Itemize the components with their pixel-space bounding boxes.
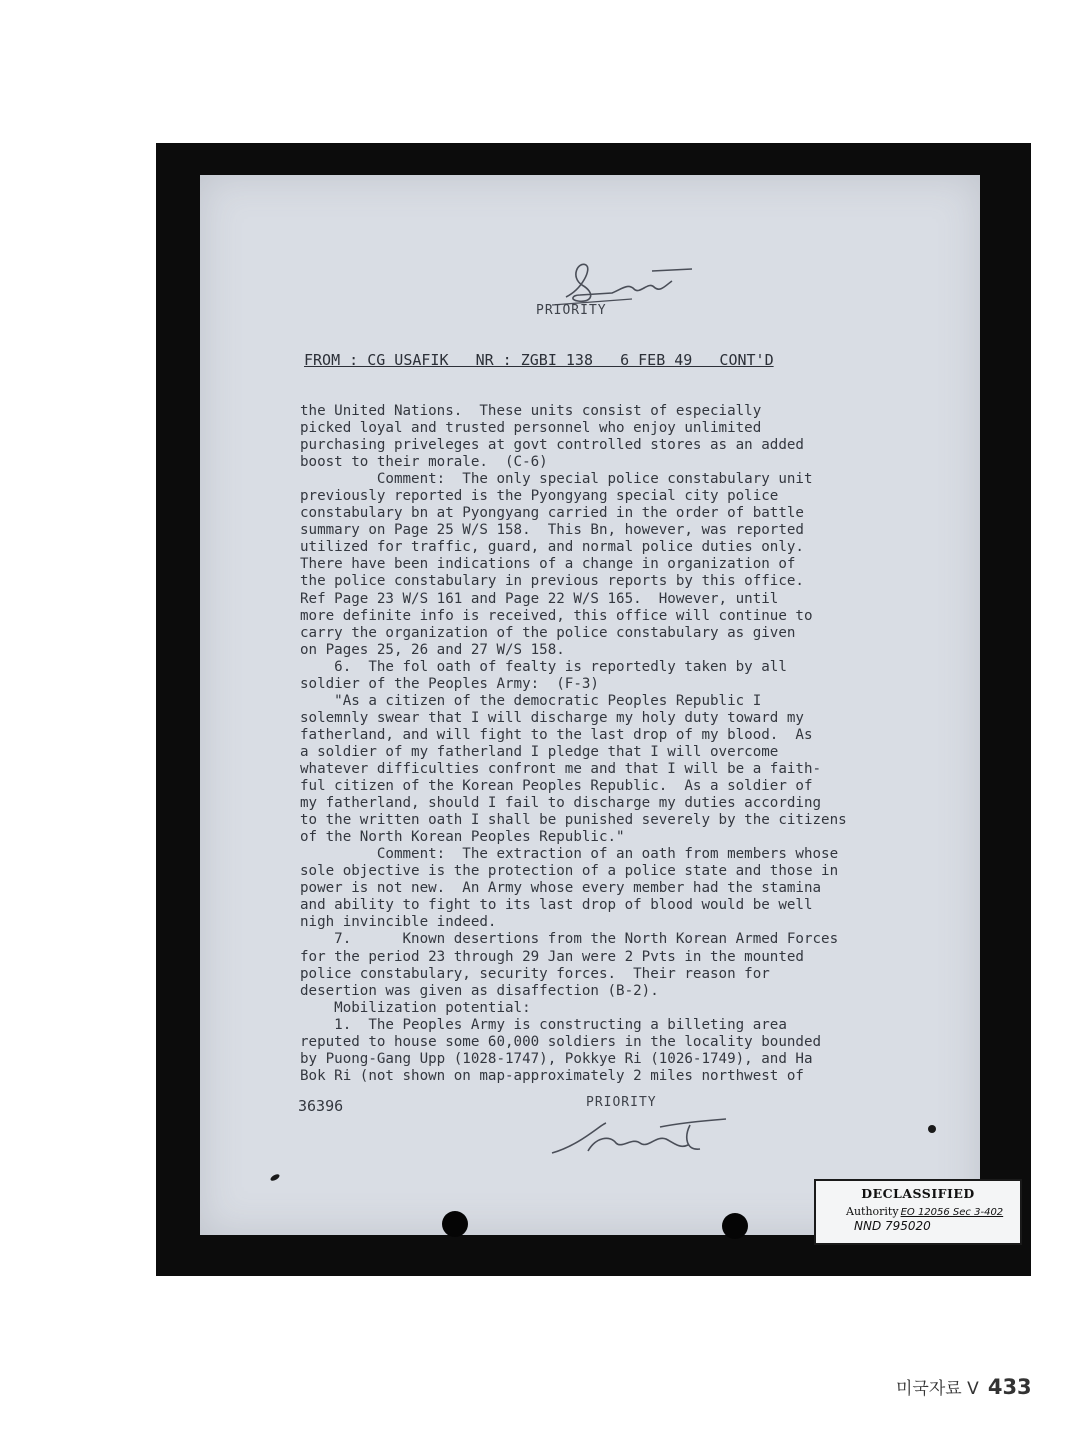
document-line: ful citizen of the Korean Peoples Republic. As a soldier of <box>300 778 813 795</box>
document-line: Bok Ri (not shown on map-approximately 2 miles northwest of <box>300 1067 804 1084</box>
document-line: 7. Known desertions from the North Korean Armed Forces <box>300 931 839 948</box>
document-line: soldier of the Peoples Army: (F-3) <box>300 675 599 692</box>
document-line: solemnly swear that I will discharge my holy duty toward my <box>300 709 804 726</box>
document-line: purchasing priveleges at govt controlled stores as an added <box>300 437 804 454</box>
declassified-authority <box>846 1205 1020 1218</box>
document-line: Comment: The only special police constabulary unit <box>300 471 813 488</box>
document-line: constabulary bn at Pyongyang carried in the order of battle <box>300 505 804 522</box>
document-line: fatherland, and will fight to the last drop of my blood. As <box>300 726 813 743</box>
document-photo <box>156 143 1031 1276</box>
punch-hole-left <box>442 1211 468 1237</box>
document-line: to the written oath I shall be punished severely by the citizens <box>300 812 847 829</box>
document-line: on Pages 25, 26 and 27 W/S 158. <box>300 641 565 658</box>
document-page <box>200 175 1004 1235</box>
document-line: by Puong-Gang Upp (1028-1747), Pokkye Ri (1026-1749), and Ha <box>300 1050 813 1067</box>
document-line: desertion was given as disaffection (B-2). <box>300 982 659 999</box>
document-line: previously reported is the Pyongyang special city police <box>300 488 779 505</box>
document-line: Ref Page 23 W/S 161 and Page 22 W/S 165. However, until <box>300 590 779 607</box>
ink-mark <box>269 1173 280 1182</box>
document-line: picked loyal and trusted personnel who enjoy unlimited <box>300 420 762 437</box>
document-line: summary on Page 25 W/S 158. This Bn, however, was reported <box>300 522 804 539</box>
document-line: for the period 23 through 29 Jan were 2 Pvts in the mounted <box>300 948 804 965</box>
punch-hole-right <box>722 1213 748 1239</box>
priority-stamp-bottom: PRIORITY <box>586 1095 657 1110</box>
document-line: whatever difficulties confront me and that I will be a faith- <box>300 760 822 777</box>
declassified-title: DECLASSIFIED <box>861 1186 975 1201</box>
declassified-nnd: NND 795020 <box>854 1219 931 1233</box>
document-line: sole objective is the protection of a police state and those in <box>300 863 839 880</box>
section-label: 미국자료 V <box>896 1379 979 1399</box>
message-header: FROM : CG USAFIK NR : ZGBI 138 6 FEB 49 CONT'D <box>304 351 774 369</box>
authority-label: Authority <box>846 1205 899 1218</box>
document-number: 36396 <box>298 1097 344 1115</box>
document-line: 6. The fol oath of fealty is reportedly taken by all <box>300 658 787 675</box>
document-line: utilized for traffic, guard, and normal police duties only. <box>300 539 804 556</box>
signature-stamp-bottom <box>540 1105 730 1161</box>
document-line: Mobilization potential: <box>300 999 531 1016</box>
document-line: police constabulary, security forces. Their reason for <box>300 965 770 982</box>
document-line: more definite info is received, this office will continue to <box>300 607 813 624</box>
signature-stamp-top <box>552 259 702 309</box>
document-line: of the North Korean Peoples Republic." <box>300 829 625 846</box>
document-line: and ability to fight to its last drop of blood would be well <box>300 897 813 914</box>
page-number: 433 <box>987 1375 1032 1399</box>
document-line: the United Nations. These units consist of especially <box>300 403 762 419</box>
ink-spot <box>928 1125 936 1133</box>
document-body <box>300 403 980 1085</box>
document-line: nigh invincible indeed. <box>300 914 497 931</box>
document-line: Comment: The extraction of an oath from members whose <box>300 846 839 863</box>
document-line: a soldier of my fatherland I pledge that I will overcome <box>300 743 779 760</box>
priority-stamp-top: PRIORITY <box>536 303 607 318</box>
document-line: carry the organization of the police constabulary as given <box>300 624 796 641</box>
declassified-stamp <box>814 1179 1022 1245</box>
document-line: 1. The Peoples Army is constructing a billeting area <box>300 1016 787 1033</box>
document-line: my fatherland, should I fail to discharge my duties according <box>300 795 822 812</box>
document-line: reputed to house some 60,000 soldiers in the locality bounded <box>300 1033 822 1050</box>
page-footer <box>896 1374 1032 1399</box>
document-line: "As a citizen of the democratic Peoples Republic I <box>300 692 762 709</box>
document-line: boost to their morale. (C-6) <box>300 454 548 471</box>
authority-value: EO 12056 Sec 3-402 <box>900 1207 1004 1218</box>
document-line: the police constabulary in previous reports by this office. <box>300 573 804 590</box>
document-line: power is not new. An Army whose every member had the stamina <box>300 880 822 897</box>
document-line: There have been indications of a change in organization of <box>300 556 796 573</box>
